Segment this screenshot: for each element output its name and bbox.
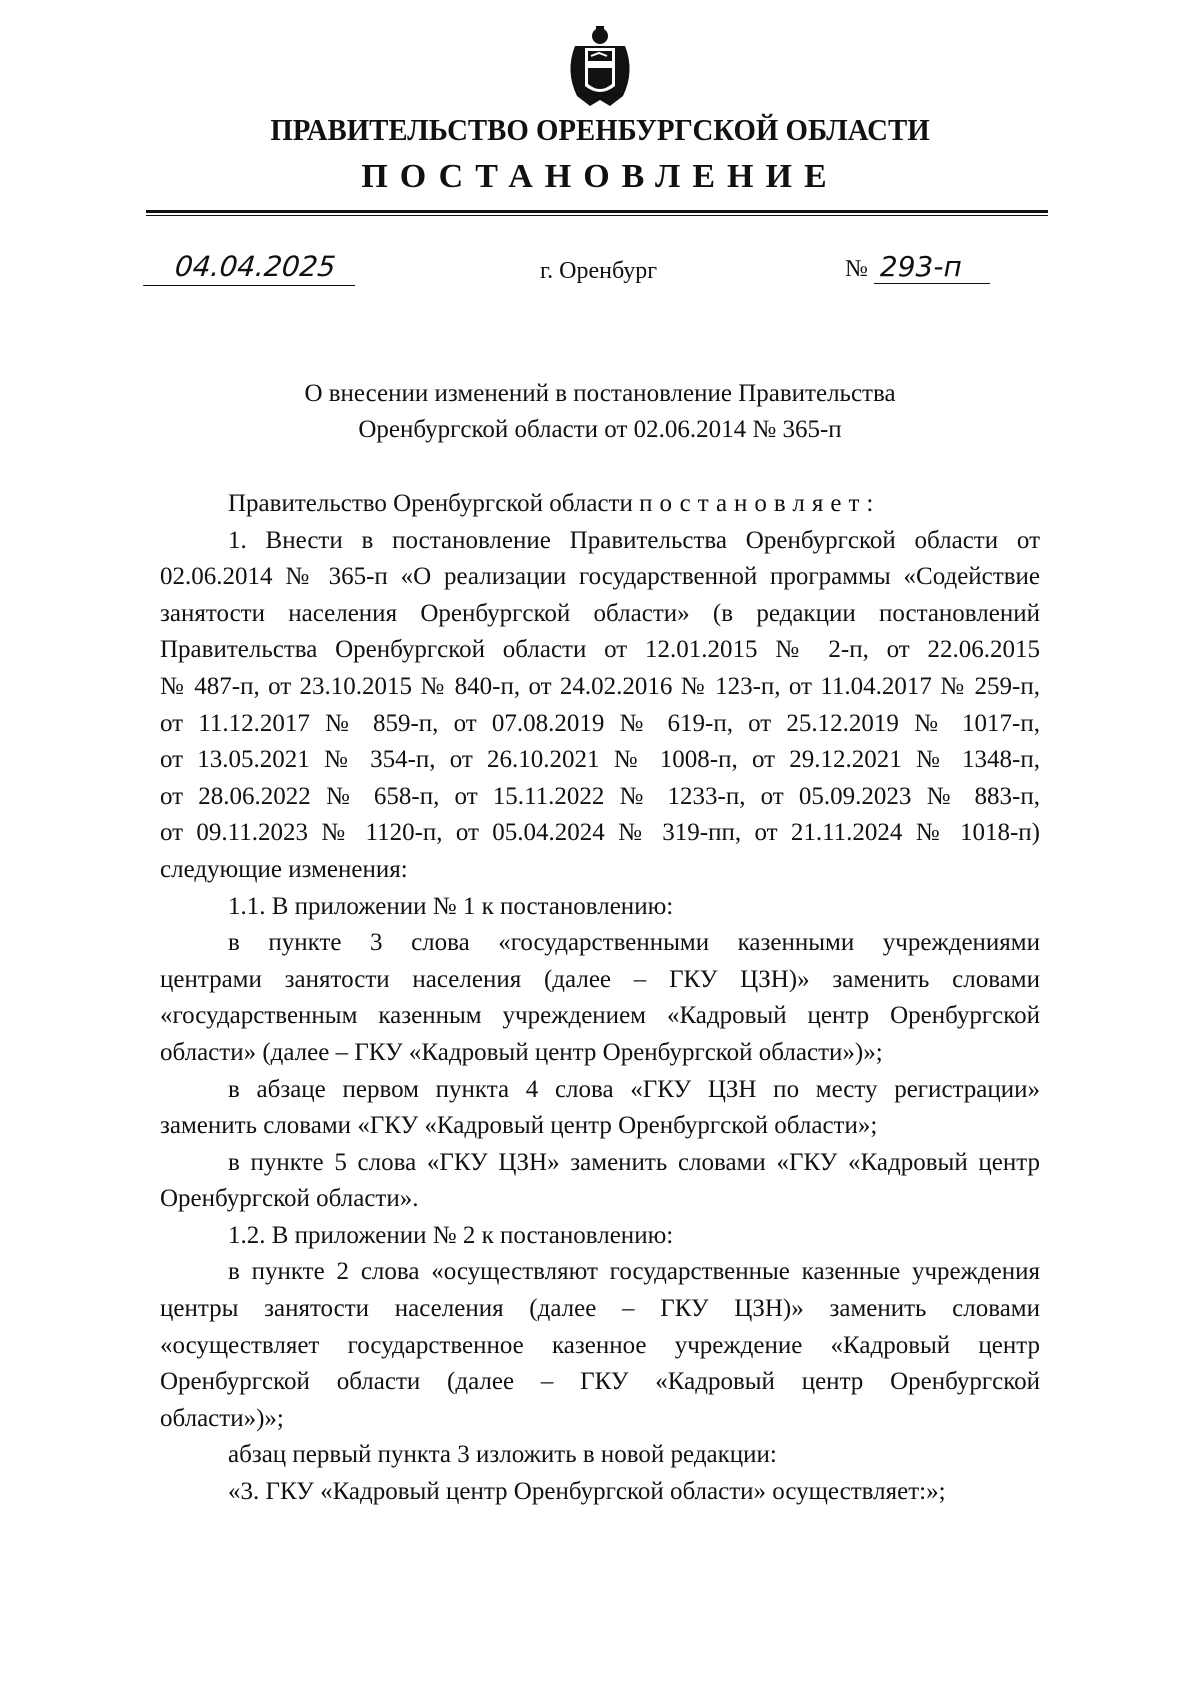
body-line: от 28.06.2022 № 658-п, от 15.11.2022 № 1233-п, от 05.09.2023 № 883-п, xyxy=(160,782,1040,810)
preamble xyxy=(160,486,1040,523)
body-line: 1.1. В приложении № 1 к постановлению: xyxy=(228,892,674,920)
body-line: Правительства Оренбургской области от 12.01.2015 № 2-п, от 22.06.2015 xyxy=(160,636,1040,664)
body-line: заменить словами «ГКУ «Кадровый центр Оренбургской области»; xyxy=(160,1112,878,1140)
body-line: от 09.11.2023 № 1120-п, от 05.04.2024 № 319-пп, от 21.11.2024 № 1018-п) xyxy=(160,819,1040,847)
coat-of-arms-emblem xyxy=(555,26,645,108)
body-line: «государственным казенным учреждением «Кадровый центр Оренбургской xyxy=(160,1002,1040,1030)
document-city: г. Оренбург xyxy=(540,258,658,284)
body-line: Оренбургской области». xyxy=(160,1185,419,1213)
body-line: 1. Внести в постановление Правительства Оренбургской области от xyxy=(228,526,1040,554)
document-date: 04.04.2025 xyxy=(143,250,359,286)
document-number xyxy=(845,250,990,286)
body-line: 02.06.2014 № 365-п «О реализации государственной программы «Содействие xyxy=(160,563,1040,591)
body-lines xyxy=(160,523,1040,1511)
number-label: № xyxy=(845,256,868,282)
subject-line: Оренбургской области от 02.06.2014 № 365-п xyxy=(358,416,842,443)
body-line: в пункте 5 слова «ГКУ ЦЗН» заменить словами «ГКУ «Кадровый центр xyxy=(228,1148,1040,1176)
header-divider-thin xyxy=(146,215,1048,216)
document-body xyxy=(160,486,1040,1511)
number-value: 293-п xyxy=(874,250,990,284)
body-line: «осуществляет государственное казенное учреждение «Кадровый центр xyxy=(160,1331,1040,1359)
body-line: от 11.12.2017 № 859-п, от 07.08.2019 № 619-п, от 25.12.2019 № 1017-п, xyxy=(160,709,1040,737)
body-line: в пункте 2 слова «осуществляют государственные казенные учреждения xyxy=(228,1258,1040,1286)
body-line: следующие изменения: xyxy=(160,855,408,883)
document-type: ПОСТАНОВЛЕНИЕ xyxy=(361,158,839,195)
preamble-verb: постановляет: xyxy=(639,490,881,517)
organization-title: ПРАВИТЕЛЬСТВО ОРЕНБУРГСКОЙ ОБЛАСТИ xyxy=(270,112,930,147)
body-line: Оренбургской области (далее – ГКУ «Кадровый центр Оренбургской xyxy=(160,1368,1040,1396)
header-divider xyxy=(146,210,1048,213)
body-line: № 487-п, от 23.10.2015 № 840-п, от 24.02.2016 № 123-п, от 11.04.2017 № 259-п, xyxy=(160,672,1040,700)
body-line: в абзаце первом пункта 4 слова «ГКУ ЦЗН по месту регистрации» xyxy=(228,1075,1040,1103)
body-line: центрами занятости населения (далее – ГКУ ЦЗН)» заменить словами xyxy=(160,965,1040,993)
body-line: области»)»; xyxy=(160,1404,284,1432)
body-line: центры занятости населения (далее – ГКУ ЦЗН)» заменить словами xyxy=(160,1295,1040,1323)
body-line: «3. ГКУ «Кадровый центр Оренбургской области» осуществляет:»; xyxy=(228,1478,946,1506)
body-line: занятости населения Оренбургской области» (в редакции постановлений xyxy=(160,599,1040,627)
body-line: в пункте 3 слова «государственными казенными учреждениями xyxy=(228,929,1040,957)
body-line: 1.2. В приложении № 2 к постановлению: xyxy=(228,1221,674,1249)
preamble-text: Правительство Оренбургской области xyxy=(228,490,633,517)
body-line: абзац первый пункта 3 изложить в новой редакции: xyxy=(228,1441,777,1469)
body-line: области» (далее – ГКУ «Кадровый центр Оренбургской области»)»; xyxy=(160,1038,883,1066)
subject-line: О внесении изменений в постановление Правительства xyxy=(304,380,896,407)
document-subject xyxy=(0,376,1200,448)
body-line: от 13.05.2021 № 354-п, от 26.10.2021 № 1008-п, от 29.12.2021 № 1348-п, xyxy=(160,746,1040,774)
